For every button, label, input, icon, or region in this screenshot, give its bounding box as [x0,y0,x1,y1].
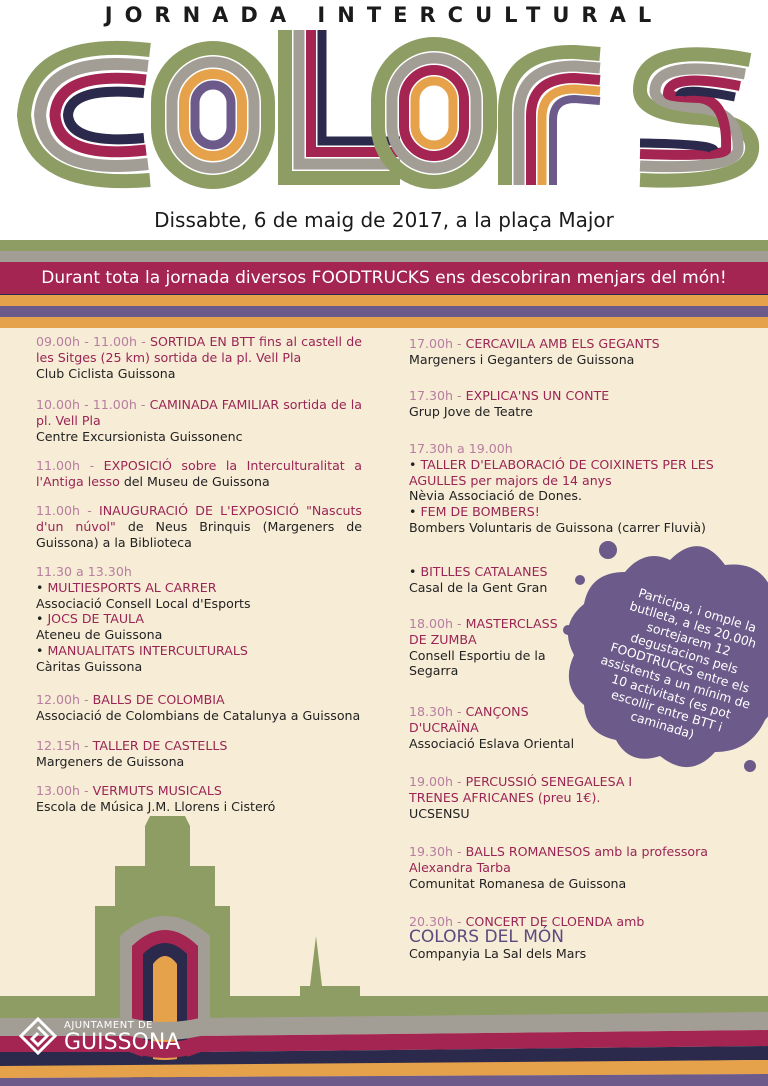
event-title: BITLLES CATALANES [420,564,548,579]
event-org: Margeners de Guissona [36,753,185,769]
event-org: Nèvia Associació de Dones. [409,488,582,504]
event-zumba [409,616,569,679]
event-bitlles: • BITLLES CATALANES Casal de la Gent Gran [409,564,548,595]
ajuntament-logo [18,1016,181,1060]
event-conte [409,388,749,420]
event-date: Dissabte, 6 de maig de 2017, a la plaça Major [154,208,614,232]
event-title: TALLER DE CASTELLS [92,738,228,753]
event-title: EXPLICA'NS UN CONTE [465,388,610,403]
event-time: 11.30 a 13.30h [36,564,132,579]
event-title: MANUALITATS INTERCULTURALS [47,642,248,658]
event-org: Club Ciclista Guissona [36,365,176,381]
event-org: Associació Eslava Oriental [409,735,575,751]
event-org: Bombers Voluntaris de Guissona (carrer Fluvià) [409,519,706,535]
event-title: CERCAVILA AMB ELS GEGANTS [465,336,660,351]
event-time: 17.00h - [409,336,462,351]
event-title: CAMINADA FAMILIAR sortida de la pl. Vell Pla [36,397,362,428]
event-romanesos [409,844,744,891]
event-concert [409,914,744,961]
letter-o-2 [378,44,490,182]
event-exposicio [36,458,362,490]
event-title: CONCERT DE CLOENDA amb [465,914,645,929]
event-org: Associació de Colombians de Catalunya a Guissona [36,707,361,723]
concert-band-name: COLORS DEL MÓN [409,926,564,947]
event-org: de Neus Brinquis (Margeners de Guissona) a la Biblioteca [36,518,362,550]
event-org: Margeners i Geganters de Guissona [409,351,635,367]
event-org: Associació Consell Local d'Esports [36,595,251,611]
event-title: BALLS DE COLOMBIA [92,692,225,707]
event-time: 12.00h - [36,692,89,707]
event-vermuts [36,783,362,815]
event-group-afternoon: 17.30h a 19.00h • TALLER D'ELABORACIÓ DE COIXINETS PER LES AGULLES per majors de 14 anys Nèvia Associació de Dones. • FEM DE BOMBERS! Bombers Voluntaris de Guissona (carrer Fluvià) [409,441,714,535]
event-colombia [36,692,376,724]
letter-o-1 [158,48,268,182]
event-title: EXPOSICIÓ sobre la Interculturalitat a l'Antiga lesso [36,458,362,489]
letter-s [640,54,752,180]
event-title: PERCUSSIÓ SENEGALESA I TRENES AFRICANES (preu 1€). [409,774,633,805]
event-title: BALLS ROMANESOS amb la professora Alexandra Tarba [409,844,709,875]
event-org: Grup Jove de Teatre [409,403,533,419]
event-time: 13.00h - [36,783,89,798]
event-btt [36,334,362,381]
event-title: MULTIESPORTS AL CARRER [47,579,217,595]
event-group-morning: 11.30 a 13.30h • MULTIESPORTS AL CARRER Associació Consell Local d'Esports • JOCS DE TAULA Ateneu de Guissona • MANUALITATS INTERCULTURALS Càritas Guissona [36,564,251,674]
splash-text: Participa, i omple la butlleta, a les 20.00h sortejarem 12 degustacions pels FOODTRUCKS entre els assistents a un mínim de 10 activitats (es pot escollir entre BTT i caminada) [599,585,759,742]
event-time: 09.00h - 11.00h - [36,334,146,349]
event-org: Comunitat Romanesa de Guissona [409,875,627,891]
event-title: INAUGURACIÓ DE L'EXPOSICIÓ "Nascuts d'un núvol" [36,503,362,534]
event-time: 12.15h - [36,738,89,753]
event-cercavila [409,336,749,368]
logo-top-text: AJUNTAMENT DE [64,1020,153,1031]
header [0,0,768,240]
letter-r [505,52,600,185]
event-title: JOCS DE TAULA [47,611,144,627]
event-org: Càritas Guissona [36,658,143,674]
event-org: del Museu de Guissona [123,473,270,489]
event-title: SORTIDA EN BTT fins al castell de les Sitges (25 km) sortida de la pl. Vell Pla [36,334,363,365]
event-title: VERMUTS MUSICALS [92,783,222,798]
event-castells [36,738,362,770]
colors-title-logo [0,0,768,210]
event-title: TALLER D'ELABORACIÓ DE COIXINETS PER LES AGULLES per majors de 14 anys [409,456,714,488]
logo-mark-icon [18,1016,58,1056]
event-time: 10.00h - 11.00h - [36,397,146,412]
event-org: Companyia La Sal dels Mars [409,945,587,961]
event-time: 17.30h - [409,388,462,403]
subtitle: JORNADA INTERCULTURAL [104,3,664,27]
event-caminada [36,397,362,444]
event-org: Ateneu de Guissona [36,627,163,643]
event-time: 18.30h - [409,704,462,719]
event-time: 20.30h - [409,914,462,929]
event-time: 19.00h - [409,774,462,789]
event-org: Escola de Música J.M. Llorens i Cisteró [36,798,276,814]
event-title: MASTERCLASS DE ZUMBA [409,616,558,647]
event-time: 11.00h - [36,503,92,518]
event-org: Casal de la Gent Gran [409,579,548,595]
event-time: 17.30h a 19.00h [409,441,513,456]
event-time: 19.30h - [409,844,462,859]
letter-c [24,48,150,181]
event-org: Consell Esportiu de la Segarra [409,647,546,679]
logo-name: GUISSONA [64,1030,181,1055]
event-title: CANÇONS D'UCRAÏNA [409,704,529,735]
event-time: 18.00h - [409,616,462,631]
event-title: FEM DE BOMBERS! [420,504,540,520]
event-org: Centre Excursionista Guissonenc [36,428,243,444]
event-org: UCSENSU [409,805,470,821]
foodtrucks-banner: Durant tota la jornada diversos FOODTRUCKS ens descobriran menjars del món! [0,262,768,294]
event-inauguracio [36,503,362,550]
event-time: 11.00h - [36,458,95,473]
